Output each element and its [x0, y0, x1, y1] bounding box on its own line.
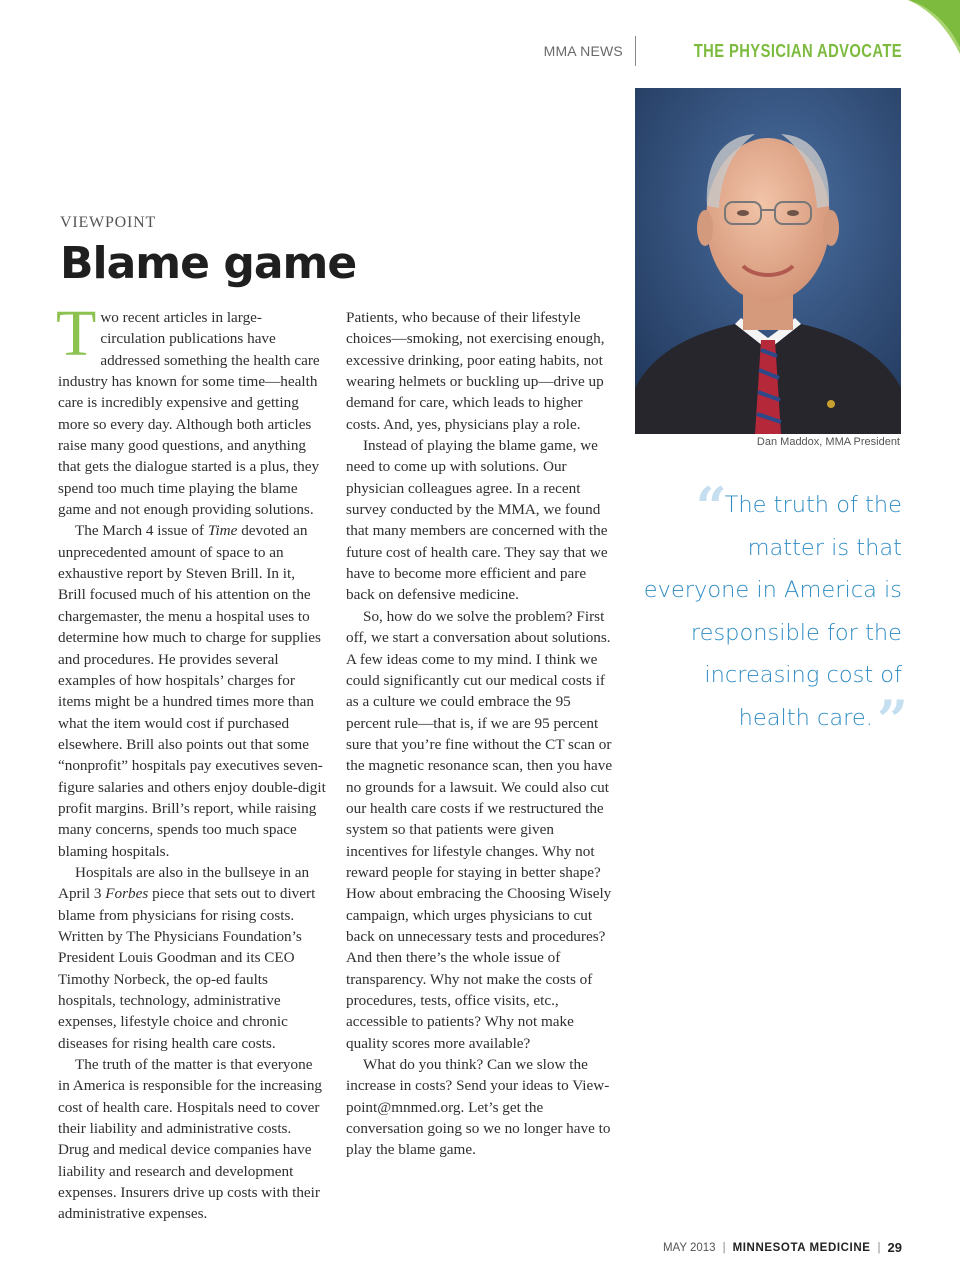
page-header: [544, 36, 902, 66]
issue-date: MAY 2013: [662, 1241, 716, 1254]
column-title: THE PHYSICIAN ADVOCATE: [693, 40, 902, 61]
section-label: MMA NEWS: [543, 43, 623, 59]
page-footer: [663, 1240, 902, 1255]
article-column-1: [56, 297, 326, 1225]
footer-divider: |: [877, 1241, 881, 1254]
close-quote-icon: ”: [876, 687, 902, 752]
article-headline: Blame game: [60, 238, 357, 289]
header-divider: [635, 36, 636, 66]
article-paragraph: So, how do we solve the problem? First off, we start a conversation about solutions. A few ideas come to my mind. I think we could significantly cut our medical costs if as a culture we could embrace the 95 percent rule—that is, if we are 95 percent sure that you’re fine without the CT scan or the magnetic resonance scan, then you have no grounds for a lawsuit. We could also cut our health care costs if we restructured the system so that patients were given incentives for lifestyle changes. Why not reward people for staying in better shape? How about embracing the Choosing Wisely campaign, which urges physicians to cut back on unnecessary tests and procedures? And then there’s the whole issue of transparency. Why not make the costs of procedures, tests, office visits, etc., accessible to patients? Why not make quality scores more available?: [346, 607, 613, 1052]
pull-quote-text: The truth of the matter is that everyone in America is responsible for the increasing cost of health care.: [643, 492, 902, 731]
article-paragraph: [58, 862, 326, 1054]
article-paragraph: What do you think? Can we slow the increase in costs? Send your ideas to Viewpoint@mnmed.org. Let’s get the conversation going so we no longer have to play the blame game.: [346, 1056, 611, 1159]
pull-quote: [640, 475, 902, 752]
paragraph-text: Hospitals are also in the bullseye in an April 3: [58, 863, 310, 903]
paragraph-text: devoted an unprecedented amount of space to an exhaustive report by Steven Brill. In it, Brill focused much of his attention on the chargemaster, the menu a hospital uses to determine how much to charge for supplies and procedures. He provides several examples of how hospitals’ charges for items might be a hundred times more than what the item would cost if purchased elsewhere. Brill also points out that some “nonprofit” hospitals pay executives seven-figure salaries and others enjoy double-digit profit margins. Brill’s report, while raising many concerns, spends too much space blaming hospitals.: [58, 522, 326, 860]
open-quote-icon: “: [695, 475, 721, 539]
article-paragraph: The truth of the matter is that everyone in America is responsible for the increasing cost of health care. Hospitals need to cover their liability and administrative costs. Drug and medical device companies have liability and research and development expenses. Insurers drive up costs with their administrative expenses.: [58, 1056, 323, 1223]
paragraph-text: piece that sets out to divert blame from physicians for rising costs. Written by The Physicians Foundation’s President Louis Goodman and its CEO Timothy Norbeck, the op-ed faults hospitals, technology, administrative expenses, lifestyle choice and chronic diseases for rising health care costs.: [58, 885, 316, 1052]
corner-swoosh-graphic: [900, 0, 960, 60]
article-paragraph: Patients, who because of their lifestyle choices—smoking, not exercising enough, excessive drinking, poor eating habits, not wearing helmets or buckling up—drive up demand for care, which leads to higher costs. And, yes, physicians play a role.: [346, 309, 605, 433]
article-kicker: VIEWPOINT: [60, 214, 157, 231]
article-column-2: [346, 307, 614, 1161]
paragraph-text: wo recent articles in large-circulation publications have addressed something the health care industry has known for some time—health care is incredibly expensive and getting more so every day. Although both articles raise many good questions, and anything that gets the dialogue started is a plus, they spend too much time playing the blame game and not enough providing solutions.: [58, 309, 320, 519]
footer-divider: |: [722, 1241, 726, 1254]
article-paragraph: Instead of playing the blame game, we need to come up with solutions. Our physician colleagues agree. In a recent survey conducted by the MMA, we found that many members are concerned with the future cost of health care. They say that we have to become more efficient and pare back on defensive medicine.: [346, 437, 608, 604]
photo-caption: Dan Maddox, MMA President: [756, 436, 900, 448]
author-portrait-photo: [635, 88, 901, 434]
magazine-name: MINNESOTA MEDICINE: [732, 1241, 871, 1254]
paragraph-text: The March 4 issue of: [75, 522, 208, 540]
article-paragraph: [58, 520, 326, 862]
article-paragraph: [56, 297, 326, 520]
page-number: 29: [887, 1240, 902, 1255]
publication-name: Time: [207, 522, 238, 540]
publication-name: Forbes: [105, 885, 149, 903]
drop-cap: T: [56, 297, 97, 370]
